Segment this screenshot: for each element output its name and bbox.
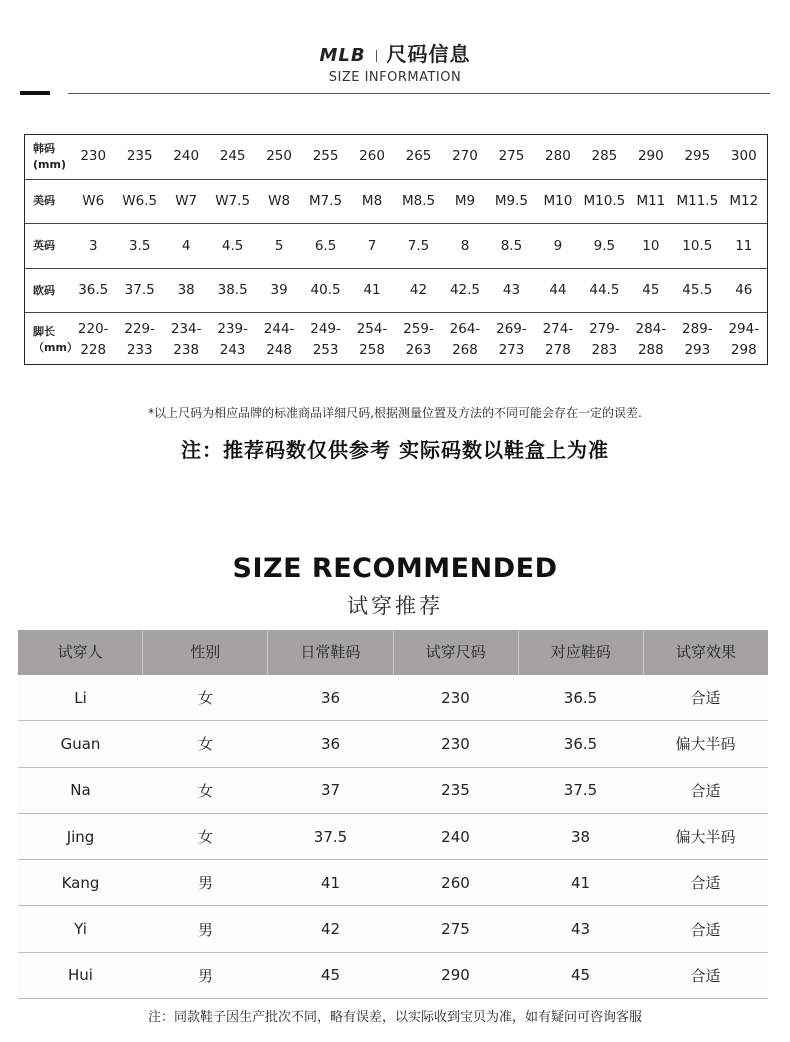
table-cell: 235 <box>441 781 470 800</box>
size-cell: 9.5 <box>593 237 616 254</box>
size-cell: 3 <box>88 237 98 254</box>
table-cell: 36 <box>320 688 341 707</box>
size-cell: 229- 233 <box>124 320 156 358</box>
table-cell: Li <box>74 688 87 707</box>
size-cell: 280 <box>545 148 571 165</box>
size-cell: 294- 298 <box>728 320 760 358</box>
table-cell: 偏大半码 <box>675 828 736 847</box>
size-cell: 7 <box>367 237 377 254</box>
size-cell: 45.5 <box>682 282 713 299</box>
table-cell: 男 <box>197 874 213 893</box>
size-row <box>25 313 767 366</box>
size-disclaimer: *以上尺码为相应品牌的标准商品详细尺码,根据测量位置及方法的不同可能会存在一定的误差. <box>148 406 642 420</box>
size-cell: M10.5 <box>583 192 626 209</box>
size-cell: 43 <box>502 282 521 299</box>
table-cell: 290 <box>441 966 470 985</box>
table-cell: Guan <box>60 734 101 753</box>
table-cell: 合适 <box>690 781 721 800</box>
size-cell: M7.5 <box>309 192 343 209</box>
table-cell: 45 <box>320 966 341 985</box>
size-cell: 220- 228 <box>77 320 109 358</box>
size-cell: W8 <box>268 192 291 209</box>
table-cell: 41 <box>320 873 341 892</box>
size-cell: 39 <box>270 282 288 299</box>
table-cell: 女 <box>197 828 213 847</box>
size-cell: 235 <box>126 148 153 165</box>
size-note: 注：推荐码数仅供参考 实际码数以鞋盒上为准 <box>181 438 609 462</box>
size-cell: M12 <box>729 192 759 209</box>
table-row <box>18 768 768 814</box>
recommended-title: SIZE RECOMMENDED <box>232 553 558 584</box>
size-cell: 255 <box>312 148 339 165</box>
brand-separator <box>376 50 377 62</box>
size-row <box>25 135 767 180</box>
table-cell: 女 <box>197 735 213 754</box>
table-row <box>18 814 768 860</box>
size-cell: M8.5 <box>401 192 436 209</box>
table-cell: 合适 <box>690 966 721 985</box>
size-row <box>25 224 767 269</box>
size-cell: 239- 243 <box>217 320 248 358</box>
table-cell: 37.5 <box>313 827 348 846</box>
size-cell: 3.5 <box>128 237 151 254</box>
page-title: 尺码信息 <box>386 42 471 66</box>
size-cell: 45 <box>642 282 660 299</box>
table-cell: 38 <box>570 827 591 846</box>
table-row <box>18 953 768 999</box>
table-row <box>18 860 768 906</box>
table-cell: 男 <box>197 920 213 939</box>
size-table <box>24 134 768 365</box>
size-cell: 40.5 <box>310 282 341 299</box>
table-cell: 女 <box>197 689 213 708</box>
size-cell: 46 <box>735 282 753 299</box>
size-cell: 284- 288 <box>635 320 667 358</box>
table-cell: 36.5 <box>563 688 598 707</box>
table-cell: 36 <box>320 734 341 753</box>
column-header: 试穿效果 <box>675 643 736 661</box>
size-cell: 41 <box>363 282 381 299</box>
table-cell: 合适 <box>690 920 721 939</box>
size-cell: 264- 268 <box>449 320 481 358</box>
footnote: 注：同款鞋子因生产批次不同，略有误差，以实际收到宝贝为准，如有疑问可咨询客服 <box>147 1010 642 1025</box>
table-cell: Yi <box>74 920 87 939</box>
size-cell: M9 <box>454 192 476 209</box>
table-cell: Hui <box>68 966 93 985</box>
table-cell: 偏大半码 <box>675 735 736 754</box>
table-cell: 240 <box>441 827 470 846</box>
column-header: 性别 <box>143 630 268 675</box>
size-cell: M11.5 <box>676 192 719 209</box>
recommended-table <box>18 630 768 999</box>
table-cell: Kang <box>61 873 100 892</box>
table-cell: 36.5 <box>563 734 598 753</box>
size-cell: 254- 258 <box>356 320 388 358</box>
size-row-label: 欧码 <box>33 283 55 297</box>
size-cell: 295 <box>684 148 711 165</box>
size-cell: 44.5 <box>589 282 620 299</box>
size-cell: 42 <box>409 282 428 299</box>
table-row <box>18 675 768 721</box>
size-cell: 42.5 <box>449 282 481 299</box>
brand-logo: MLB <box>319 45 366 66</box>
table-row <box>18 721 768 767</box>
size-cell: 7.5 <box>407 237 430 254</box>
table-cell: 41 <box>570 873 591 892</box>
size-cell: 249- 253 <box>310 320 341 358</box>
size-cell: 285 <box>591 148 618 165</box>
size-cell: 290 <box>637 148 664 165</box>
size-row <box>25 180 767 225</box>
column-header: 日常鞋码 <box>268 630 393 675</box>
table-cell: 男 <box>197 966 213 985</box>
table-cell: 45 <box>570 966 591 985</box>
size-cell: 8.5 <box>500 237 523 254</box>
size-cell: W6.5 <box>122 192 158 209</box>
table-row <box>18 906 768 952</box>
size-cell: 11 <box>735 237 753 254</box>
size-cell: 269- 273 <box>496 320 527 358</box>
size-cell: 4.5 <box>221 237 244 254</box>
size-cell: 5 <box>274 237 284 254</box>
size-cell: 240 <box>173 148 200 165</box>
size-cell: 234- 238 <box>170 320 202 358</box>
size-cell: 44 <box>549 282 567 299</box>
table-cell: Jing <box>66 827 95 846</box>
size-cell: 274- 278 <box>542 320 574 358</box>
size-cell: 279- 283 <box>589 320 620 358</box>
table-cell: 37.5 <box>563 781 598 800</box>
size-row-label: 脚长 （mm） <box>33 324 78 354</box>
table-cell: Na <box>70 781 91 800</box>
size-cell: M10 <box>543 192 573 209</box>
table-cell: 合适 <box>690 689 721 708</box>
size-cell: 230 <box>80 148 107 165</box>
size-cell: 38.5 <box>217 282 248 299</box>
size-cell: 275 <box>498 148 525 165</box>
size-cell: W7.5 <box>215 192 251 209</box>
size-cell: 36.5 <box>78 282 109 299</box>
table-cell: 43 <box>570 920 591 939</box>
divider-line <box>68 93 770 94</box>
size-cell: 10 <box>642 237 660 254</box>
size-cell: M11 <box>636 192 666 209</box>
size-cell: 245 <box>219 148 246 165</box>
size-cell: 300 <box>730 148 757 165</box>
size-cell: 270 <box>452 148 478 165</box>
table-cell: 275 <box>441 920 470 939</box>
brand-header <box>0 38 790 67</box>
table-cell: 37 <box>320 781 341 800</box>
table-cell: 42 <box>320 920 341 939</box>
page-subtitle: SIZE INFORMATION <box>328 70 462 85</box>
size-cell: W6 <box>82 192 105 209</box>
column-header: 试穿人 <box>18 630 143 675</box>
size-cell: 10.5 <box>682 237 713 254</box>
size-cell: 9 <box>553 237 563 254</box>
table-cell: 女 <box>197 781 213 800</box>
column-header: 对应鞋码 <box>519 630 644 675</box>
size-cell: 4 <box>181 237 191 254</box>
size-cell: 38 <box>177 282 195 299</box>
size-row-label: 英码 <box>33 239 55 253</box>
size-row-label: 美码 <box>33 194 55 208</box>
table-cell: 260 <box>441 873 470 892</box>
size-cell: 6.5 <box>314 237 337 254</box>
size-cell: 37.5 <box>124 282 155 299</box>
size-cell: 244- 248 <box>263 320 295 358</box>
size-cell: 8 <box>460 237 470 254</box>
size-cell: 250 <box>266 148 292 165</box>
size-cell: M9.5 <box>494 192 529 209</box>
size-row <box>25 269 767 314</box>
table-cell: 合适 <box>690 874 721 893</box>
size-cell: 289- 293 <box>682 320 713 358</box>
size-row-label: 韩码 (mm) <box>33 141 66 171</box>
table-cell: 230 <box>441 734 470 753</box>
recommended-subtitle: 试穿推荐 <box>347 594 443 618</box>
divider-accent <box>20 91 50 95</box>
size-cell: 259- 263 <box>403 320 434 358</box>
column-header: 试穿尺码 <box>394 630 519 675</box>
size-cell: W7 <box>175 192 198 209</box>
size-cell: 265 <box>405 148 432 165</box>
recommended-table-header <box>18 630 768 675</box>
size-cell: M8 <box>361 192 383 209</box>
size-cell: 260 <box>359 148 385 165</box>
table-cell: 230 <box>441 688 470 707</box>
